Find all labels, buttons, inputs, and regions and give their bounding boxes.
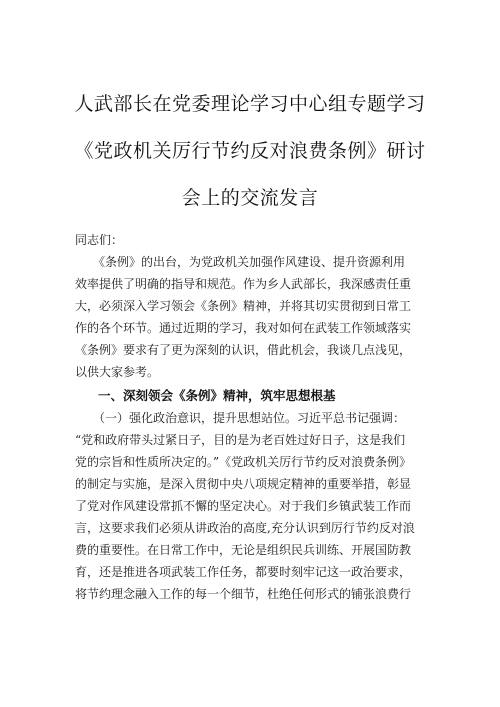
intro-line-5: 《条例》要求有了更为深刻的认识，借此机会，我谈几点浅见， (75, 343, 412, 357)
section-1-heading: 一、深刻领会《条例》精神，筑牢思想根基 (98, 388, 336, 403)
section-1-line-9: 将节约理念融入工作的每一个细节，杜绝任何形式的铺张浪费行 (75, 587, 412, 601)
section-1-line-3: 党的宗旨和性质所决定的。”《党政机关厉行节约反对浪费条例》 (75, 455, 412, 469)
intro-line-1: 《条例》的出台，为党政机关加强作风建设、提升资源利用 (75, 255, 406, 269)
intro-line-3: 大，必须深入学习领会《条例》精神，并将其切实贯彻到日常工 (75, 299, 412, 313)
section-1-line-2: “党和政府带头过紧日子，目的是为老百姓过好日子，这是我们 (75, 433, 406, 447)
intro-line-2: 效率提供了明确的指导和规范。作为乡人武部长，我深感责任重 (75, 277, 412, 291)
title-line-1: 人武部长在党委理论学习中心组专题学习 (74, 93, 426, 115)
section-1-line-6: 言，这要求我们必须从讲政治的高度,充分认识到厉行节约反对浪 (75, 521, 415, 535)
section-1-line-1: （一）强化政治意识，提升思想站位。习近平总书记强调： (75, 411, 406, 425)
intro-line-6: 以供大家参考。 (75, 365, 160, 379)
section-1-line-8: 育，还是推进各项武装工作任务，都要时刻牢记这一政治要求， (75, 565, 412, 579)
section-1-line-5: 了党对作风建设常抓不懈的坚定决心。对于我们乡镇武装工作而 (75, 499, 412, 513)
title-line-2: 《党政机关厉行节约反对浪费条例》研讨 (74, 140, 426, 162)
intro-line-4: 作的各个环节。通过近期的学习，我对如何在武装工作领域落实 (75, 321, 412, 335)
section-1-line-4: 的制定与实施，是深入贯彻中央八项规定精神的重要举措，彰显 (75, 477, 412, 491)
salutation: 同志们： (75, 233, 124, 247)
section-1-line-7: 费的重要性。在日常工作中，无论是组织民兵训练、开展国防教 (75, 543, 412, 557)
title-line-3: 会上的交流发言 (181, 187, 319, 209)
